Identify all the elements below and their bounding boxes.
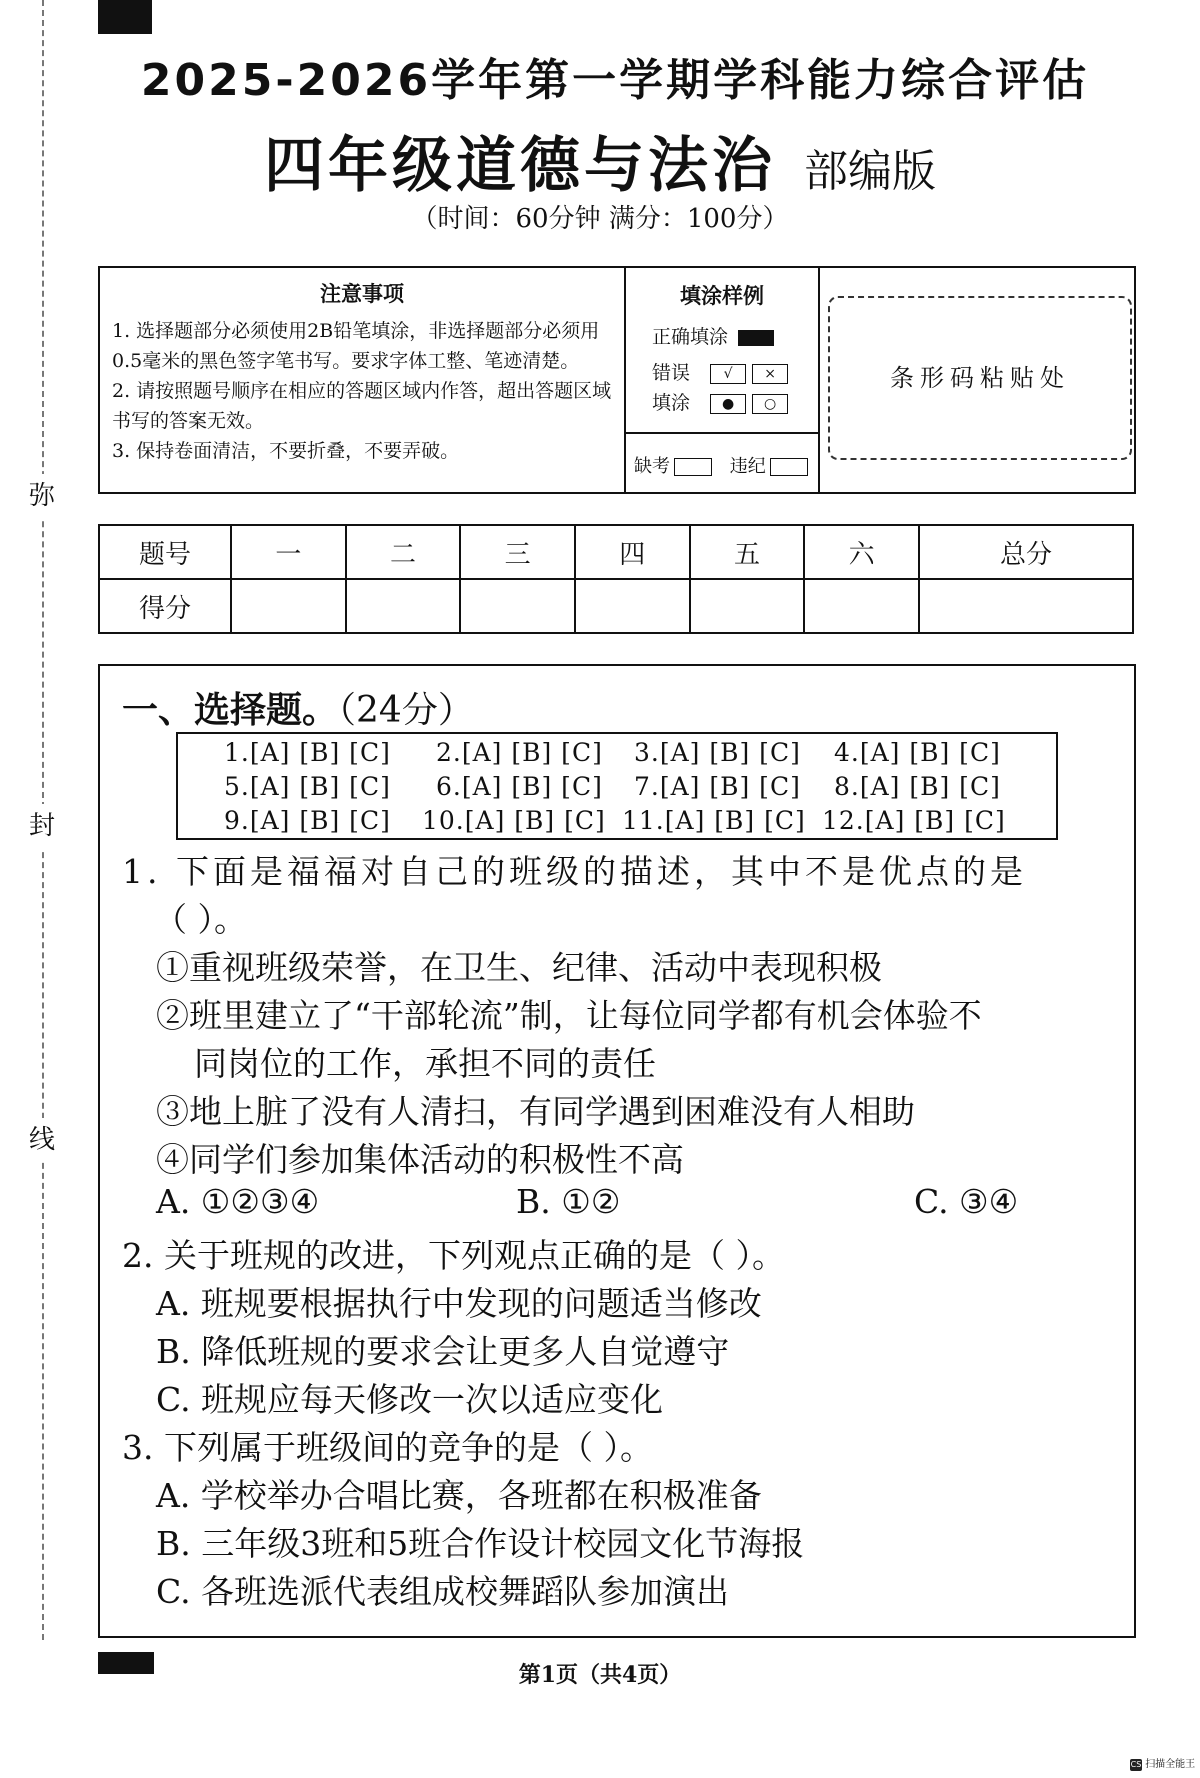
wrong-fill-row-2 [652,388,788,415]
circle-mark-icon: ○ [752,394,788,414]
answer-sheet-grid [176,732,1058,840]
score-cell[interactable] [804,579,919,633]
score-cell[interactable] [346,579,461,633]
question-2-option-b: B. 降低班规的要求会让更多人自觉遵守 [156,1332,730,1371]
notice-column [100,268,626,492]
cross-mark-icon: × [752,364,788,384]
exam-title: 2025-2026学年第一学期学科能力综合评估 [140,55,1090,106]
notice-box [98,266,1136,494]
section-points: （24分） [338,690,474,731]
answer-bubble-row[interactable]: 7.[A] [B] [C] [634,772,801,801]
subject-line [0,118,1200,204]
notice-item: 2. 请按照题号顺序在相应的答题区域内作答，超出答题区域书写的答案无效。 [112,380,612,432]
wrong-fill-label-2: 填涂 [652,392,691,414]
question-1-option-c: C. ③④ [914,1182,1019,1221]
answer-bubble-row[interactable]: 10.[A] [B] [C] [422,806,606,835]
filled-mark-icon [738,330,774,346]
score-header-cell: 二 [346,525,461,579]
binding-char-xian: 线 [27,1118,57,1162]
question-1-statement: ①重视班级荣誉，在卫生、纪律、活动中表现积极 [156,948,882,987]
answer-bubble-row[interactable]: 3.[A] [B] [C] [634,738,801,767]
binding-char-mi: 弥 [27,474,57,518]
wrong-fill-label-1: 错误 [652,362,691,384]
question-1-stem: 1. 下面是福福对自己的班级的描述，其中不是优点的是 [122,852,1027,891]
notice-item: 3. 保持卷面清洁，不要折叠，不要弄破。 [112,440,460,462]
score-table [98,524,1134,634]
answer-bubble-row[interactable]: 9.[A] [B] [C] [224,806,391,835]
score-header-cell: 五 [690,525,805,579]
answer-bubble-row[interactable]: 8.[A] [B] [C] [834,772,1001,801]
answer-bubble-row[interactable]: 1.[A] [B] [C] [224,738,391,767]
edition-label: 部编版 [804,146,936,197]
correct-fill-row [652,322,774,349]
question-1-option-b: B. ①② [516,1182,621,1221]
answer-bubble-row[interactable]: 12.[A] [B] [C] [822,806,1006,835]
time-info: （时间：60分钟 满分：100分） [411,204,789,234]
score-header-cell: 三 [460,525,575,579]
binding-char-feng: 封 [27,804,57,848]
dot-mark-icon: ● [710,394,746,414]
answer-bubble-row[interactable]: 6.[A] [B] [C] [436,772,603,801]
subject-title: 四年级道德与法治 [264,131,776,201]
question-3-option-a: A. 学校举办合唱比赛，各班都在积极准备 [156,1476,762,1515]
score-cell[interactable] [575,579,690,633]
question-1-option-a: A. ①②③④ [156,1182,320,1221]
fill-sample-title: 填涂样例 [680,284,764,308]
question-1-statement: 同岗位的工作，承担不同的责任 [194,1044,656,1083]
score-cell[interactable] [231,579,346,633]
question-2-option-a: A. 班规要根据执行中发现的问题适当修改 [156,1284,762,1323]
score-header-cell: 六 [804,525,919,579]
question-1-statement: ③地上脏了没有人清扫，有同学遇到困难没有人相助 [156,1092,915,1131]
page-number: 第1页（共4页） [518,1662,682,1688]
scanner-logo [1130,1755,1194,1769]
score-header-cell: 题号 [99,525,231,579]
score-header-cell: 总分 [919,525,1133,579]
score-header-cell: 四 [575,525,690,579]
score-cell[interactable] [690,579,805,633]
answer-bubble-row[interactable]: 2.[A] [B] [C] [436,738,603,767]
question-2-option-c: C. 班规应每天修改一次以适应变化 [156,1380,664,1419]
score-cell[interactable] [460,579,575,633]
question-2-stem: 2. 关于班规的改进，下列观点正确的是（ ）。 [122,1236,785,1275]
score-row-label: 得分 [99,579,231,633]
question-1-statement: ④同学们参加集体活动的积极性不高 [156,1140,684,1179]
correct-fill-label: 正确填涂 [652,326,729,348]
score-header-cell: 一 [231,525,346,579]
check-mark-icon: √ [710,364,746,384]
section-title-text: 一、选择题。 [122,690,339,731]
registration-mark-top [98,0,152,34]
wrong-fill-row-1 [652,358,788,385]
fill-sample-column [626,268,820,492]
question-1-blank: （ ）。 [154,900,247,939]
absent-violation-row [626,432,818,494]
notice-item: 1. 选择题部分必须使用2B铅笔填涂，非选择题部分必须用0.5毫米的黑色签字笔书写。要求字体工整、笔迹清楚。 [112,320,600,372]
violation-checkbox[interactable] [770,458,808,476]
score-cell[interactable] [919,579,1133,633]
score-header-row [99,525,1133,579]
barcode-area: 条形码粘贴处 [828,296,1132,460]
absent-label: 缺考 [634,456,670,477]
scanner-logo-icon: CS [1130,1760,1142,1769]
score-value-row [99,579,1133,633]
notice-title: 注意事项 [320,282,404,306]
question-3-option-b: B. 三年级3班和5班合作设计校园文化节海报 [156,1524,805,1563]
absent-checkbox[interactable] [674,458,712,476]
answer-bubble-row[interactable]: 5.[A] [B] [C] [224,772,391,801]
question-3-stem: 3. 下列属于班级间的竞争的是（ ）。 [122,1428,653,1467]
answer-bubble-row[interactable]: 4.[A] [B] [C] [834,738,1001,767]
question-1-statement: ②班里建立了“干部轮流”制，让每位同学都有机会体验不 [156,996,982,1035]
violation-label: 违纪 [729,456,766,477]
answer-bubble-row[interactable]: 11.[A] [B] [C] [622,806,806,835]
question-3-option-c: C. 各班选派代表组成校舞蹈队参加演出 [156,1572,730,1611]
section-choice [98,664,1136,1638]
scanner-logo-text: 扫描全能王 [1145,1759,1196,1770]
section-title [122,682,474,733]
